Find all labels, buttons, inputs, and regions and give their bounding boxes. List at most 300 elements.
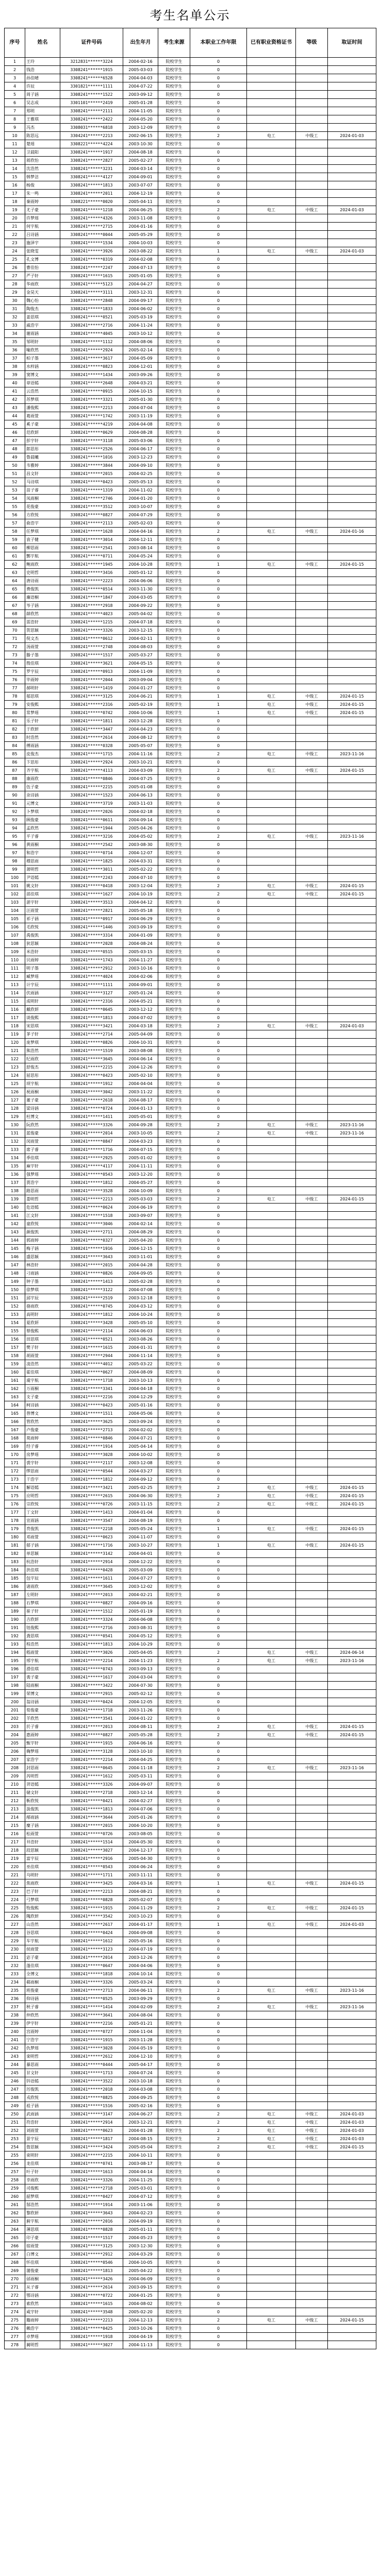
cell-birth: 2004-10-15: [123, 387, 158, 396]
cell-name: 危语嫣: [25, 1204, 60, 1212]
cell-work-years: 0: [190, 1063, 247, 1072]
cell-source: 院校学生: [158, 289, 190, 297]
cell-cert-date: [328, 2028, 376, 2036]
cell-birth: 2004-09-14: [123, 816, 158, 824]
cell-certificate: [247, 956, 296, 964]
cell-work-years: 0: [190, 1888, 247, 1896]
cell-certificate: [247, 1377, 296, 1385]
cell-level: 中级工: [296, 701, 328, 709]
cell-work-years: 2: [190, 833, 247, 841]
cell-level: [296, 148, 328, 157]
cell-level: [296, 1566, 328, 1574]
cell-birth: 2004-08-09: [123, 1368, 158, 1377]
cell-source: 院校学生: [158, 1253, 190, 1261]
cell-certificate: [247, 1434, 296, 1443]
cell-source: 院校学生: [158, 1426, 190, 1434]
cell-level: [296, 462, 328, 470]
cell-id-number: 3308241******3326: [60, 1978, 123, 1987]
cell-seq: 86: [5, 758, 25, 767]
cell-certificate: [247, 124, 296, 132]
cell-cert-date: [328, 1640, 376, 1649]
cell-level: [296, 2193, 328, 2201]
cell-work-years: 0: [190, 1443, 247, 1451]
cell-seq: 127: [5, 1096, 25, 1105]
cell-name: 计宇辰: [25, 981, 60, 989]
cell-certificate: [247, 1368, 296, 1377]
cell-name: 柯诗涵: [25, 1401, 60, 1410]
table-row: [5, 1772, 376, 1781]
cell-id-number: 3308241******0546: [60, 2259, 123, 2267]
cell-id-number: 3308241******2746: [60, 495, 123, 503]
cell-certificate: [247, 1566, 296, 1574]
cell-seq: 23: [5, 239, 25, 247]
cell-level: [296, 1550, 328, 1558]
cell-certificate: [247, 2077, 296, 2086]
cell-work-years: 0: [190, 1748, 247, 1756]
cell-seq: 232: [5, 1962, 25, 1970]
cell-certificate: [247, 1830, 296, 1838]
cell-work-years: 2: [190, 2127, 247, 2135]
cell-cert-date: 2024-01-15: [328, 1484, 376, 1492]
cell-seq: 142: [5, 1220, 25, 1228]
cell-name: 郭雨婷: [25, 1236, 60, 1245]
cell-certificate: [247, 223, 296, 231]
cell-source: 院校学生: [158, 338, 190, 346]
cell-seq: 92: [5, 808, 25, 816]
cell-certificate: [247, 973, 296, 981]
cell-name: 孟欣然: [25, 824, 60, 833]
table-row: [5, 82, 376, 91]
cell-source: 院校学生: [158, 1212, 190, 1220]
cell-name: 储文轩: [25, 1789, 60, 1797]
cell-id-number: 3308241******1523: [60, 791, 123, 800]
cell-source: 院校学生: [158, 866, 190, 874]
cell-work-years: 2: [190, 1723, 247, 1731]
cell-birth: 2004-07-19: [123, 1945, 158, 1954]
cell-work-years: 0: [190, 1781, 247, 1789]
cell-source: 院校学生: [158, 1451, 190, 1459]
cell-level: [296, 2226, 328, 2234]
cell-id-number: 3308241******2713: [60, 1987, 123, 1995]
cell-cert-date: [328, 1245, 376, 1253]
cell-name: 杭浩轩: [25, 1558, 60, 1566]
cell-work-years: 0: [190, 2201, 247, 2209]
cell-work-years: 2: [190, 2110, 247, 2119]
cell-level: [296, 1591, 328, 1599]
cell-work-years: 0: [190, 544, 247, 552]
cell-id-number: 3308241******0425: [60, 2325, 123, 2333]
cell-level: [296, 1410, 328, 1418]
cell-work-years: 0: [190, 198, 247, 206]
cell-source: 院校学生: [158, 124, 190, 132]
cell-level: [296, 198, 328, 206]
cell-certificate: [247, 99, 296, 107]
table-row: [5, 66, 376, 74]
cell-cert-date: [328, 2226, 376, 2234]
cell-seq: 178: [5, 1517, 25, 1525]
cell-work-years: 0: [190, 2094, 247, 2102]
cell-cert-date: 2024-01-15: [328, 1723, 376, 1731]
cell-seq: 115: [5, 997, 25, 1006]
cell-cert-date: [328, 2275, 376, 2283]
cell-source: 院校学生: [158, 594, 190, 602]
cell-cert-date: [328, 742, 376, 750]
cell-certificate: [247, 1517, 296, 1525]
cell-name: 段思颖: [25, 1846, 60, 1855]
cell-seq: 238: [5, 2011, 25, 2020]
table-row: [5, 453, 376, 462]
cell-certificate: 电工: [247, 1541, 296, 1550]
cell-id-number: 3308241******3324: [60, 1616, 123, 1624]
cell-work-years: 0: [190, 2044, 247, 2053]
cell-work-years: 0: [190, 1030, 247, 1039]
cell-source: 院校学生: [158, 1484, 190, 1492]
table-header-row: [5, 28, 376, 58]
cell-id-number: 3308241******1511: [60, 1410, 123, 1418]
cell-name: 孙佳晴: [25, 74, 60, 82]
table-row: [5, 1030, 376, 1039]
cell-name: 钱浩: [25, 66, 60, 74]
cell-work-years: 0: [190, 495, 247, 503]
cell-birth: 2004-12-05: [123, 1698, 158, 1706]
cell-certificate: [247, 1138, 296, 1146]
cell-level: [296, 115, 328, 124]
table-row: [5, 132, 376, 140]
cell-id-number: 3308241******3422: [60, 1682, 123, 1690]
cell-id-number: 3308241******1915: [60, 66, 123, 74]
cell-work-years: 2: [190, 750, 247, 758]
cell-level: 中级工: [296, 1129, 328, 1138]
cell-id-number: 3308241******2316: [60, 701, 123, 709]
cell-cert-date: [328, 1937, 376, 1945]
cell-source: 院校学生: [158, 1096, 190, 1105]
cell-id-number: 3308241******0645: [60, 1764, 123, 1772]
cell-certificate: [247, 816, 296, 824]
cell-certificate: [247, 569, 296, 577]
cell-source: 院校学生: [158, 1789, 190, 1797]
cell-birth: 2005-01-08: [123, 783, 158, 791]
cell-birth: 2004-08-19: [123, 1517, 158, 1525]
cell-seq: 169: [5, 1443, 25, 1451]
cell-id-number: 3308241******3111: [60, 289, 123, 297]
cell-id-number: 3308241******2519: [60, 1294, 123, 1302]
cell-id-number: 3308241******0612: [60, 635, 123, 643]
cell-seq: 55: [5, 503, 25, 511]
cell-birth: 2004-12-10: [123, 2053, 158, 2061]
cell-source: 院校学生: [158, 552, 190, 561]
cell-cert-date: [328, 2168, 376, 2176]
cell-name: 惠雨婷: [25, 1731, 60, 1739]
cell-work-years: 0: [190, 1410, 247, 1418]
cell-name: 酆宇航: [25, 552, 60, 561]
cell-id-number: 3308241******3421: [60, 1484, 123, 1492]
cell-level: [296, 445, 328, 453]
cell-source: 院校学生: [158, 346, 190, 354]
table-row: [5, 231, 376, 239]
cell-birth: 2003-08-14: [123, 544, 158, 552]
cell-source: 院校学生: [158, 1187, 190, 1195]
cell-birth: 2004-04-03: [123, 74, 158, 82]
cell-level: [296, 2250, 328, 2259]
cell-name: 弓梦琪: [25, 1896, 60, 1904]
cell-work-years: 0: [190, 1220, 247, 1228]
cell-certificate: [247, 1682, 296, 1690]
cell-birth: 2004-09-16: [123, 1599, 158, 1607]
cell-birth: 2004-07-22: [123, 82, 158, 91]
cell-level: 中级工: [296, 561, 328, 569]
cell-level: [296, 1393, 328, 1401]
cell-birth: 2005-04-17: [123, 2061, 158, 2069]
cell-work-years: 2: [190, 767, 247, 775]
cell-name: 颜俊凯: [25, 1228, 60, 1236]
cell-seq: 91: [5, 800, 25, 808]
cell-source: 院校学生: [158, 1088, 190, 1096]
cell-source: 院校学生: [158, 495, 190, 503]
cell-id-number: 3308241******3123: [60, 1945, 123, 1954]
cell-cert-date: [328, 1888, 376, 1896]
cell-name: 雷浩轩: [25, 618, 60, 626]
cell-certificate: [247, 1154, 296, 1162]
cell-name: 明子墨: [25, 964, 60, 973]
cell-work-years: 0: [190, 445, 247, 453]
cell-source: 院校学生: [158, 132, 190, 140]
cell-cert-date: [328, 2267, 376, 2275]
cell-seq: 71: [5, 635, 25, 643]
cell-birth: 2005-01-21: [123, 2020, 158, 2028]
cell-id-number: 3308241******1612: [60, 1937, 123, 1945]
cell-certificate: [247, 635, 296, 643]
cell-certificate: [247, 1715, 296, 1723]
cell-name: 郎思彤: [25, 445, 60, 453]
cell-certificate: [247, 503, 296, 511]
cell-certificate: [247, 1690, 296, 1698]
cell-source: 院校学生: [158, 1014, 190, 1022]
cell-certificate: 电工: [247, 1987, 296, 1995]
table-row: [5, 99, 376, 107]
cell-cert-date: [328, 66, 376, 74]
cell-birth: 2004-06-14: [123, 1055, 158, 1063]
cell-cert-date: [328, 1912, 376, 1921]
cell-cert-date: [328, 1467, 376, 1476]
cell-name: 经子睿: [25, 1443, 60, 1451]
cell-seq: 211: [5, 1789, 25, 1797]
cell-birth: 2004-04-06: [123, 1962, 158, 1970]
cell-cert-date: [328, 1822, 376, 1830]
cell-id-number: 3308241******1519: [60, 1047, 123, 1055]
cell-level: [296, 1426, 328, 1434]
cell-seq: 54: [5, 495, 25, 503]
cell-birth: 2004-11-07: [123, 1533, 158, 1541]
cell-work-years: 0: [190, 1929, 247, 1937]
cell-seq: 117: [5, 1014, 25, 1022]
table-row: [5, 973, 376, 981]
cell-source: 院校学生: [158, 445, 190, 453]
cell-work-years: 0: [190, 404, 247, 412]
cell-certificate: [247, 1286, 296, 1294]
cell-work-years: 0: [190, 437, 247, 445]
cell-seq: 154: [5, 1319, 25, 1327]
cell-birth: 2004-03-23: [123, 1138, 158, 1146]
cell-name: 谢雨涵: [25, 330, 60, 338]
cell-cert-date: [328, 157, 376, 165]
cell-name: 卜梦琪: [25, 808, 60, 816]
cell-level: [296, 791, 328, 800]
cell-level: [296, 1451, 328, 1459]
cell-level: [296, 1954, 328, 1962]
cell-seq: 160: [5, 1368, 25, 1377]
cell-id-number: 3308241******2028: [60, 940, 123, 948]
cell-level: [296, 2077, 328, 2086]
cell-id-number: 3308241******1215: [60, 618, 123, 626]
cell-seq: 278: [5, 2341, 25, 2349]
table-row: [5, 2044, 376, 2053]
table-row: [5, 882, 376, 890]
cell-birth: 2003-10-10: [123, 1748, 158, 1756]
cell-id-number: 3308241******3426: [60, 2275, 123, 2283]
cell-name: 熊浩然: [25, 1047, 60, 1055]
table-row: [5, 1467, 376, 1476]
cell-certificate: [247, 165, 296, 173]
cell-cert-date: [328, 1896, 376, 1904]
cell-source: 院校学生: [158, 1987, 190, 1995]
cell-seq: 242: [5, 2044, 25, 2053]
cell-id-number: 3308241******2015: [60, 1822, 123, 1830]
cell-seq: 164: [5, 1401, 25, 1410]
cell-cert-date: [328, 1253, 376, 1261]
cell-level: [296, 618, 328, 626]
cell-level: [296, 2102, 328, 2110]
cell-level: [296, 1830, 328, 1838]
cell-name: 糜子涵: [25, 1822, 60, 1830]
cell-seq: 120: [5, 1039, 25, 1047]
cell-birth: 2005-05-16: [123, 1937, 158, 1945]
cell-birth: 2003-08-08: [123, 1047, 158, 1055]
cell-id-number: 3308241******3147: [60, 2110, 123, 2119]
cell-name: 薄思琪: [25, 2226, 60, 2234]
cell-birth: 2005-03-09: [123, 1566, 158, 1574]
cell-certificate: [247, 866, 296, 874]
table-row: [5, 1706, 376, 1715]
cell-level: [296, 1574, 328, 1583]
cell-id-number: 3308241******1718: [60, 1377, 123, 1385]
cell-birth: 2004-05-23: [123, 2234, 158, 2242]
cell-source: 院校学生: [158, 2341, 190, 2349]
cell-seq: 94: [5, 824, 25, 833]
cell-source: 院校学生: [158, 2003, 190, 2011]
cell-id-number: 3308241******2113: [60, 519, 123, 528]
table-row: [5, 396, 376, 404]
cell-seq: 122: [5, 1055, 25, 1063]
cell-birth: 2003-08-05: [123, 1830, 158, 1838]
cell-level: 中级工: [296, 1731, 328, 1739]
cell-id-number: 3308241******2914: [60, 2119, 123, 2127]
cell-seq: 250: [5, 2110, 25, 2119]
cell-id-number: 3308241******2111: [60, 107, 123, 115]
cell-cert-date: [328, 734, 376, 742]
cell-name: 韶梦琪: [25, 2193, 60, 2201]
cell-cert-date: 2024-01-03: [328, 1921, 376, 1929]
cell-work-years: 0: [190, 1162, 247, 1171]
cell-birth: 2004-03-31: [123, 857, 158, 866]
cell-certificate: [247, 1665, 296, 1673]
cell-work-years: 0: [190, 1055, 247, 1063]
cell-seq: 263: [5, 2217, 25, 2226]
cell-work-years: 0: [190, 1047, 247, 1055]
cell-work-years: 0: [190, 420, 247, 429]
page-title: 考生名单公示: [150, 8, 230, 23]
table-row: [5, 1805, 376, 1814]
cell-level: [296, 1995, 328, 2003]
cell-certificate: [247, 2217, 296, 2226]
cell-name: 汲俊凯: [25, 1805, 60, 1814]
table-row: [5, 379, 376, 387]
cell-cert-date: [328, 396, 376, 404]
cell-cert-date: [328, 115, 376, 124]
cell-certificate: [247, 115, 296, 124]
cell-name: 苏梦琪: [25, 396, 60, 404]
table-row: [5, 585, 376, 594]
cell-cert-date: [328, 1426, 376, 1434]
cell-id-number: 3308241******2044: [60, 676, 123, 684]
cell-level: [296, 1912, 328, 1921]
cell-level: [296, 1673, 328, 1682]
cell-source: 院校学生: [158, 1072, 190, 1080]
table-row: [5, 1113, 376, 1121]
cell-source: 院校学生: [158, 1624, 190, 1632]
cell-cert-date: [328, 1558, 376, 1566]
cell-cert-date: [328, 412, 376, 420]
cell-seq: 119: [5, 1030, 25, 1039]
cell-source: 院校学生: [158, 2028, 190, 2036]
cell-cert-date: [328, 1434, 376, 1443]
cell-seq: 221: [5, 1871, 25, 1879]
cell-id-number: 3308241******1112: [60, 338, 123, 346]
cell-seq: 162: [5, 1385, 25, 1393]
cell-id-number: 3308241******1615: [60, 272, 123, 280]
cell-cert-date: [328, 635, 376, 643]
cell-source: 院校学生: [158, 1525, 190, 1533]
cell-source: 院校学生: [158, 1055, 190, 1063]
cell-cert-date: [328, 1772, 376, 1781]
cell-cert-date: [328, 841, 376, 849]
cell-name: 闵雨萱: [25, 1138, 60, 1146]
cell-work-years: 0: [190, 1533, 247, 1541]
table-row: [5, 824, 376, 833]
cell-work-years: 0: [190, 1772, 247, 1781]
cell-name: 平子睿: [25, 833, 60, 841]
cell-source: 院校学生: [158, 206, 190, 214]
cell-work-years: 0: [190, 1245, 247, 1253]
cell-work-years: 0: [190, 289, 247, 297]
cell-id-number: 3308241******3447: [60, 725, 123, 734]
cell-seq: 187: [5, 1591, 25, 1599]
cell-level: [296, 816, 328, 824]
cell-birth: 2004-11-23: [123, 1657, 158, 1665]
cell-birth: 2003-11-03: [123, 800, 158, 808]
cell-level: 中级工: [296, 1649, 328, 1657]
cell-id-number: 3308241******4024: [60, 973, 123, 981]
cell-certificate: [247, 1995, 296, 2003]
table-row: [5, 1673, 376, 1682]
table-row: [5, 1327, 376, 1335]
cell-id-number: 3308241******1813: [60, 2267, 123, 2275]
cell-level: [296, 1632, 328, 1640]
cell-birth: 2004-10-09: [123, 1187, 158, 1195]
cell-id-number: 3308241******1817: [60, 2135, 123, 2143]
cell-certificate: [247, 264, 296, 272]
table-row: [5, 387, 376, 396]
cell-id-number: 3308241******2944: [60, 1352, 123, 1360]
